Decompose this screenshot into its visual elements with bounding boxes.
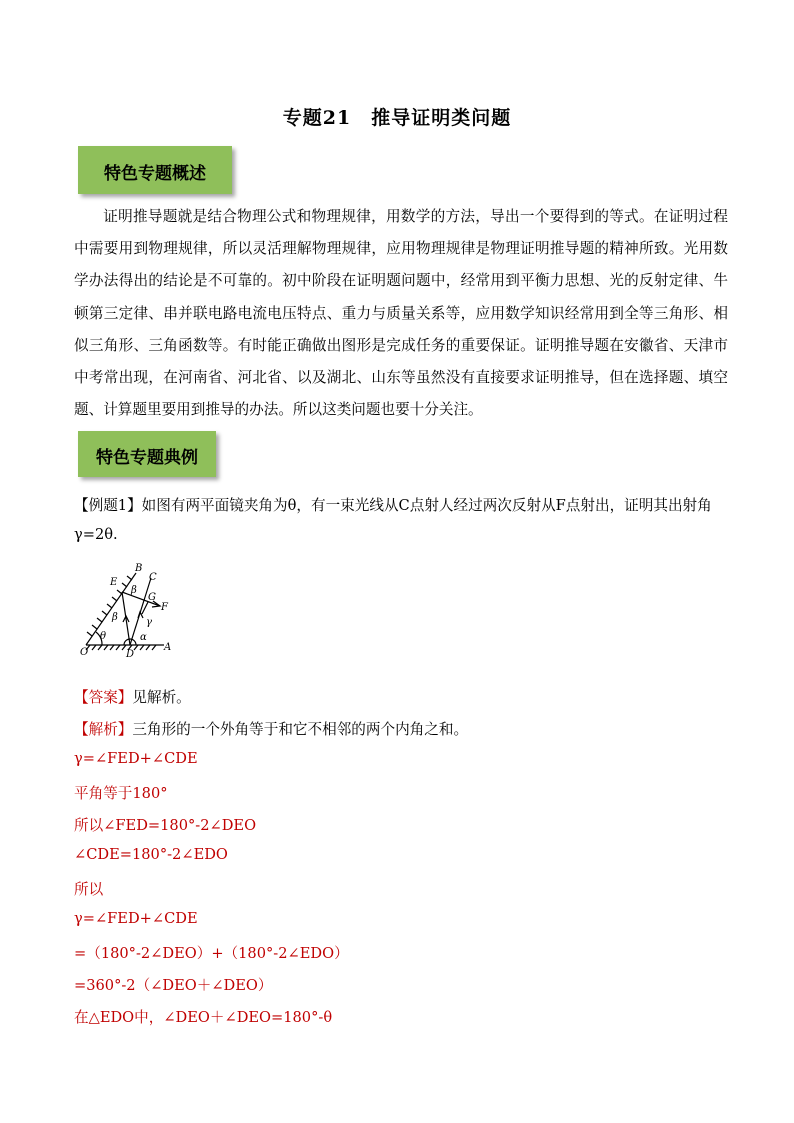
label-alpha: α — [140, 632, 147, 643]
example-text: 如图有两平面镜夹角为θ，有一束光线从C点射人经过两次反射从F点射出，证明其出射角 — [141, 497, 712, 514]
answer-label: 【答案】 — [74, 689, 133, 706]
analysis-label: 【解析】 — [74, 721, 133, 738]
label-beta-2: β — [112, 612, 118, 623]
label-beta-1: β — [131, 585, 137, 596]
label-o: O — [80, 647, 89, 658]
answer-line — [74, 686, 191, 707]
solution-step: 平角等于180° — [74, 785, 168, 802]
solution-step: γ=∠FED+∠CDE — [74, 750, 198, 767]
analysis-text: 三角形的一个外角等于和它不相邻的两个内角之和。 — [132, 721, 469, 738]
analysis-line — [74, 718, 468, 739]
solution-step: 所以 — [74, 881, 104, 898]
example-label: 【例题1】 — [74, 497, 142, 514]
solution-step: 在△EDO中，∠DEO＋∠DEO=180°-θ — [74, 1009, 333, 1026]
label-a: A — [164, 642, 172, 653]
label-c: C — [149, 572, 157, 583]
overview-paragraph: 证明推导题就是结合物理公式和物理规律，用数学的方法，导出一个要得到的等式。在证明过程中需要用到物理规律，所以灵活理解物理规律，应用物理规律是物理证明推导题的精神所致。光用数学办法得出的结论是不可靠的。初中阶段在证明题问题中，经常用到平衡力思想、光的反射定律、牛顿第三定律、串并联电路电流电压特点、重力与质量关系等，应用数学知识经常用到全等三角形、相似三角形、三角函数等。有时能正确做出图形是完成任务的重要保证。证明推导题在安徽省、天津市中考常出现，在河南省、河北省、以及湖北、山东等虽然没有直接要求证明推导，但在选择题、填空题、计算题里要用到推导的办法。所以这类问题也要十分关注。 — [74, 208, 728, 419]
section-banner-overview — [78, 146, 232, 194]
mirror-diagram — [80, 562, 172, 658]
label-theta: θ — [100, 631, 107, 642]
label-b: B — [135, 563, 143, 574]
section-heading: 特色专题典例 — [96, 448, 198, 468]
label-gamma: γ — [146, 617, 152, 628]
section-banner-examples — [78, 431, 216, 477]
answer-text: 见解析。 — [132, 689, 191, 706]
solution-step: =360°-2（∠DEO＋∠DEO） — [74, 977, 273, 994]
solution-step: =（180°-2∠DEO）+（180°-2∠EDO） — [74, 945, 349, 962]
label-e: E — [110, 577, 118, 588]
solution-step: 所以∠FED=180°-2∠DEO — [74, 817, 257, 834]
label-d: D — [126, 649, 135, 658]
example-line — [74, 494, 712, 515]
ray-de — [122, 592, 130, 645]
label-f: F — [161, 602, 168, 613]
section-heading: 特色专题概述 — [104, 164, 206, 184]
example-line-2: γ=2θ. — [74, 526, 118, 543]
label-g: G — [148, 592, 156, 603]
solution-step: γ=∠FED+∠CDE — [74, 910, 198, 927]
page-title: 专题21 推导证明类问题 — [282, 107, 512, 129]
solution-step: ∠CDE=180°-2∠EDO — [74, 846, 228, 863]
